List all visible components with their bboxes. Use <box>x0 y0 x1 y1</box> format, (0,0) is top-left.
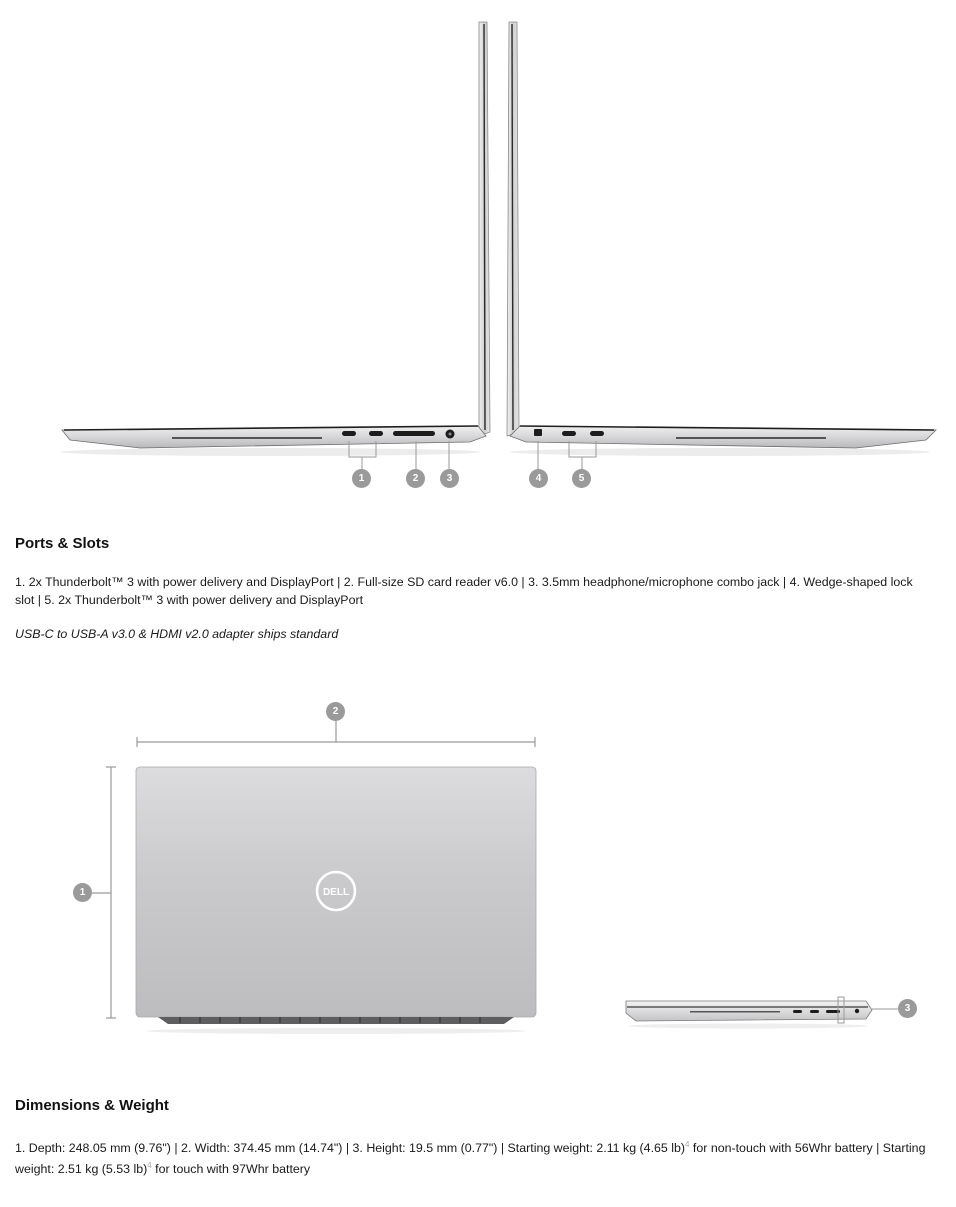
laptop-top-view <box>136 767 536 1034</box>
depth-dimension-line <box>92 767 116 1018</box>
laptop-closed-side-view <box>626 997 898 1029</box>
footnote-ref-4[interactable]: 4 <box>685 1140 690 1149</box>
callout-port-4: 4 <box>529 469 548 488</box>
callout-dim-2: 2 <box>326 702 345 721</box>
callout-port-2: 2 <box>406 469 425 488</box>
width-dimension-line <box>137 721 535 747</box>
callout-dim-3: 3 <box>898 999 917 1018</box>
dimensions-weight-title: Dimensions & Weight <box>15 1097 169 1114</box>
footnote-ref-4-second[interactable]: 4 <box>147 1161 152 1171</box>
dims-text-part3: for touch with 97Whr battery <box>151 1162 311 1177</box>
ports-illustration <box>0 0 956 500</box>
left-laptop-side-view <box>60 22 490 456</box>
callout-dim-1: 1 <box>73 883 92 902</box>
dimensions-illustration <box>0 690 956 1050</box>
dimensions-weight-description <box>15 1136 935 1178</box>
callout-port-5: 5 <box>572 469 591 488</box>
ports-slots-description: 1. 2x Thunderbolt™ 3 with power delivery and DisplayPort | 2. Full-size SD card reader v6.0 | 3. 3.5mm headphone/microphone combo jack | 4. Wedge-shaped lock slot | 5. 2x Thunderbolt™ 3 with power delivery and DisplayPort <box>15 575 913 607</box>
callout-port-3: 3 <box>440 469 459 488</box>
port-leader-lines <box>349 441 596 470</box>
ports-slots-title: Ports & Slots <box>15 535 110 552</box>
dims-text-part1: 1. Depth: 248.05 mm (9.76") | 2. Width: 374.45 mm (14.74") | 3. Height: 19.5 mm (0.77") | Starting weight: 2.11 kg (4.65 lb) <box>15 1141 686 1156</box>
callout-port-1: 1 <box>352 469 371 488</box>
right-laptop-side-view <box>507 22 936 456</box>
dims-text-part2: for non-touch with 56Whr battery | Starting weight: 2.51 kg (5.53 lb) <box>15 1141 926 1177</box>
svg-text:DELL: DELL <box>322 887 350 898</box>
adapter-note: USB-C to USB-A v3.0 & HDMI v2.0 adapter ships standard <box>15 627 339 641</box>
